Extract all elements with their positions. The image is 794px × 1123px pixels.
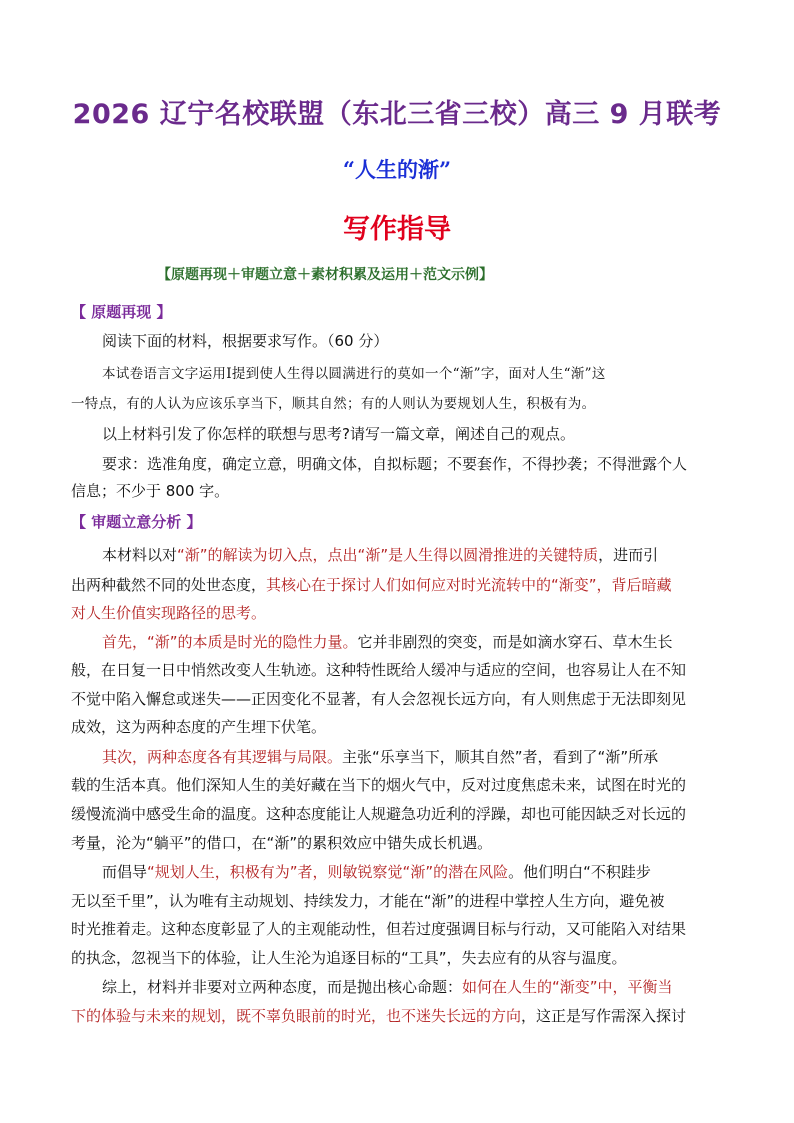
question-line-6: 信息；不少于 800 字。 <box>71 482 230 500</box>
analysis-text: 主张“乐享当下，顺其自然”者，看到了“渐”所承 <box>342 748 659 766</box>
analysis-p2-line-4: 成效，这为两种态度的产生埋下伏笔。 <box>71 718 327 736</box>
analysis-p2-line-3: 不觉中陷入懈怠或迷失——正因变化不显著，有人会忽视长远方向，有人则焦虑于无法即刻见 <box>71 690 687 708</box>
analysis-p5-line-2 <box>71 1006 686 1026</box>
question-line-2: 本试卷语言文字运用Ⅰ提到使人生得以圆满进行的莫如一个“渐”字，面对人生“渐”这 <box>102 366 606 382</box>
analysis-p2-line-1 <box>102 632 673 652</box>
analysis-highlight: “渐”的解读为切入点，点出“渐”是人生得以圆滑推进的关键特质 <box>177 546 599 564</box>
document-title: 2026 辽宁名校联盟（东北三省三校）高三 9 月联考 <box>72 99 722 130</box>
document-heading: 写作指导 <box>343 214 451 245</box>
analysis-text: 而倡导 <box>102 863 148 881</box>
analysis-p3-line-1 <box>102 747 658 767</box>
question-line-5: 要求：选准角度，确定立意，明确文体，自拟标题；不要套作，不得抄袭；不得泄露个人 <box>102 455 688 473</box>
analysis-p2-line-2: 般，在日复一日中悄然改变人生轨迹。这种特性既给人缓冲与适应的空间，也容易让人在不知 <box>71 661 687 679</box>
analysis-highlight: 下的体验与未来的规划，既不辜负眼前的时光，也不迷失长远的方向 <box>71 1007 522 1025</box>
document-subtitle: “人生的渐” <box>342 157 452 182</box>
analysis-text: 综上，材料并非要对立两种态度，而是抛出核心命题： <box>102 978 463 996</box>
analysis-highlight: “规划人生，积极有为”者，则敏锐察觉“渐”的潜在风险 <box>147 863 509 881</box>
analysis-p4-line-2: 无以至千里”，认为唯有主动规划、持续发力，才能在“渐”的进程中掌控人生方向，避免被 <box>71 892 665 910</box>
analysis-text: 本材料以对 <box>102 546 178 564</box>
analysis-p3-line-4: 考量，沦为“躺平”的借口，在“渐”的累积效应中错失成长机遇。 <box>71 834 493 852</box>
analysis-p4-line-4: 的执念，忽视当下的体验，让人生沦为追逐目标的“工具”，失去应有的从容与温度。 <box>71 949 627 967</box>
analysis-text: ，这正是写作需深入探讨 <box>521 1007 687 1025</box>
question-line-3: 一特点，有的人认为应该乐享当下，顺其自然；有的人则认为要规划人生，积极有为。 <box>71 396 596 412</box>
analysis-p1-line-2 <box>71 575 672 595</box>
analysis-p3-line-3: 缓慢流淌中感受生命的温度。这种态度能让人规避急功近利的浮躁，却也可能因缺乏对长远的 <box>71 805 687 823</box>
analysis-text: 出两种截然不同的处世态度， <box>71 576 267 594</box>
analysis-p1-line-1 <box>102 545 658 565</box>
analysis-p4-line-3: 时光推着走。这种态度彰显了人的主观能动性，但若过度强调目标与行动，又可能陷入对结果 <box>71 920 687 938</box>
analysis-p1-line-3: 对人生价值实现路径的思考。 <box>71 604 267 622</box>
analysis-p5-line-1 <box>102 977 673 997</box>
section-label-original-question: 【 原题再现 】 <box>71 303 172 321</box>
document-tagline: 【原题再现＋审题立意＋素材积累及运用＋范文示例】 <box>157 267 493 283</box>
analysis-p3-line-2: 载的生活本真。他们深知人生的美好藏在当下的烟火气中，反对过度焦虑未来，试图在时光的 <box>71 776 687 794</box>
section-label-analysis: 【 审题立意分析 】 <box>71 513 202 531</box>
question-line-4: 以上材料引发了你怎样的联想与思考?请写一篇文章，阐述自己的观点。 <box>102 425 575 443</box>
analysis-highlight: 如何在人生的“渐变”中，平衡当 <box>462 978 673 996</box>
analysis-text: 。他们明白“不积跬步 <box>508 863 651 881</box>
analysis-p4-line-1 <box>102 862 651 882</box>
analysis-highlight: 其次，两种态度各有其逻辑与局限。 <box>102 748 343 766</box>
analysis-text: ，进而引 <box>598 546 659 564</box>
analysis-highlight: 其核心在于探讨人们如何应对时光流转中的“渐变”，背后暗藏 <box>266 576 672 594</box>
question-line-1: 阅读下面的材料，根据要求写作。（60 分） <box>102 332 389 350</box>
analysis-highlight: 首先，“渐”的本质是时光的隐性力量。 <box>102 633 358 651</box>
analysis-text: 它并非剧烈的突变，而是如滴水穿石、草木生长 <box>357 633 673 651</box>
